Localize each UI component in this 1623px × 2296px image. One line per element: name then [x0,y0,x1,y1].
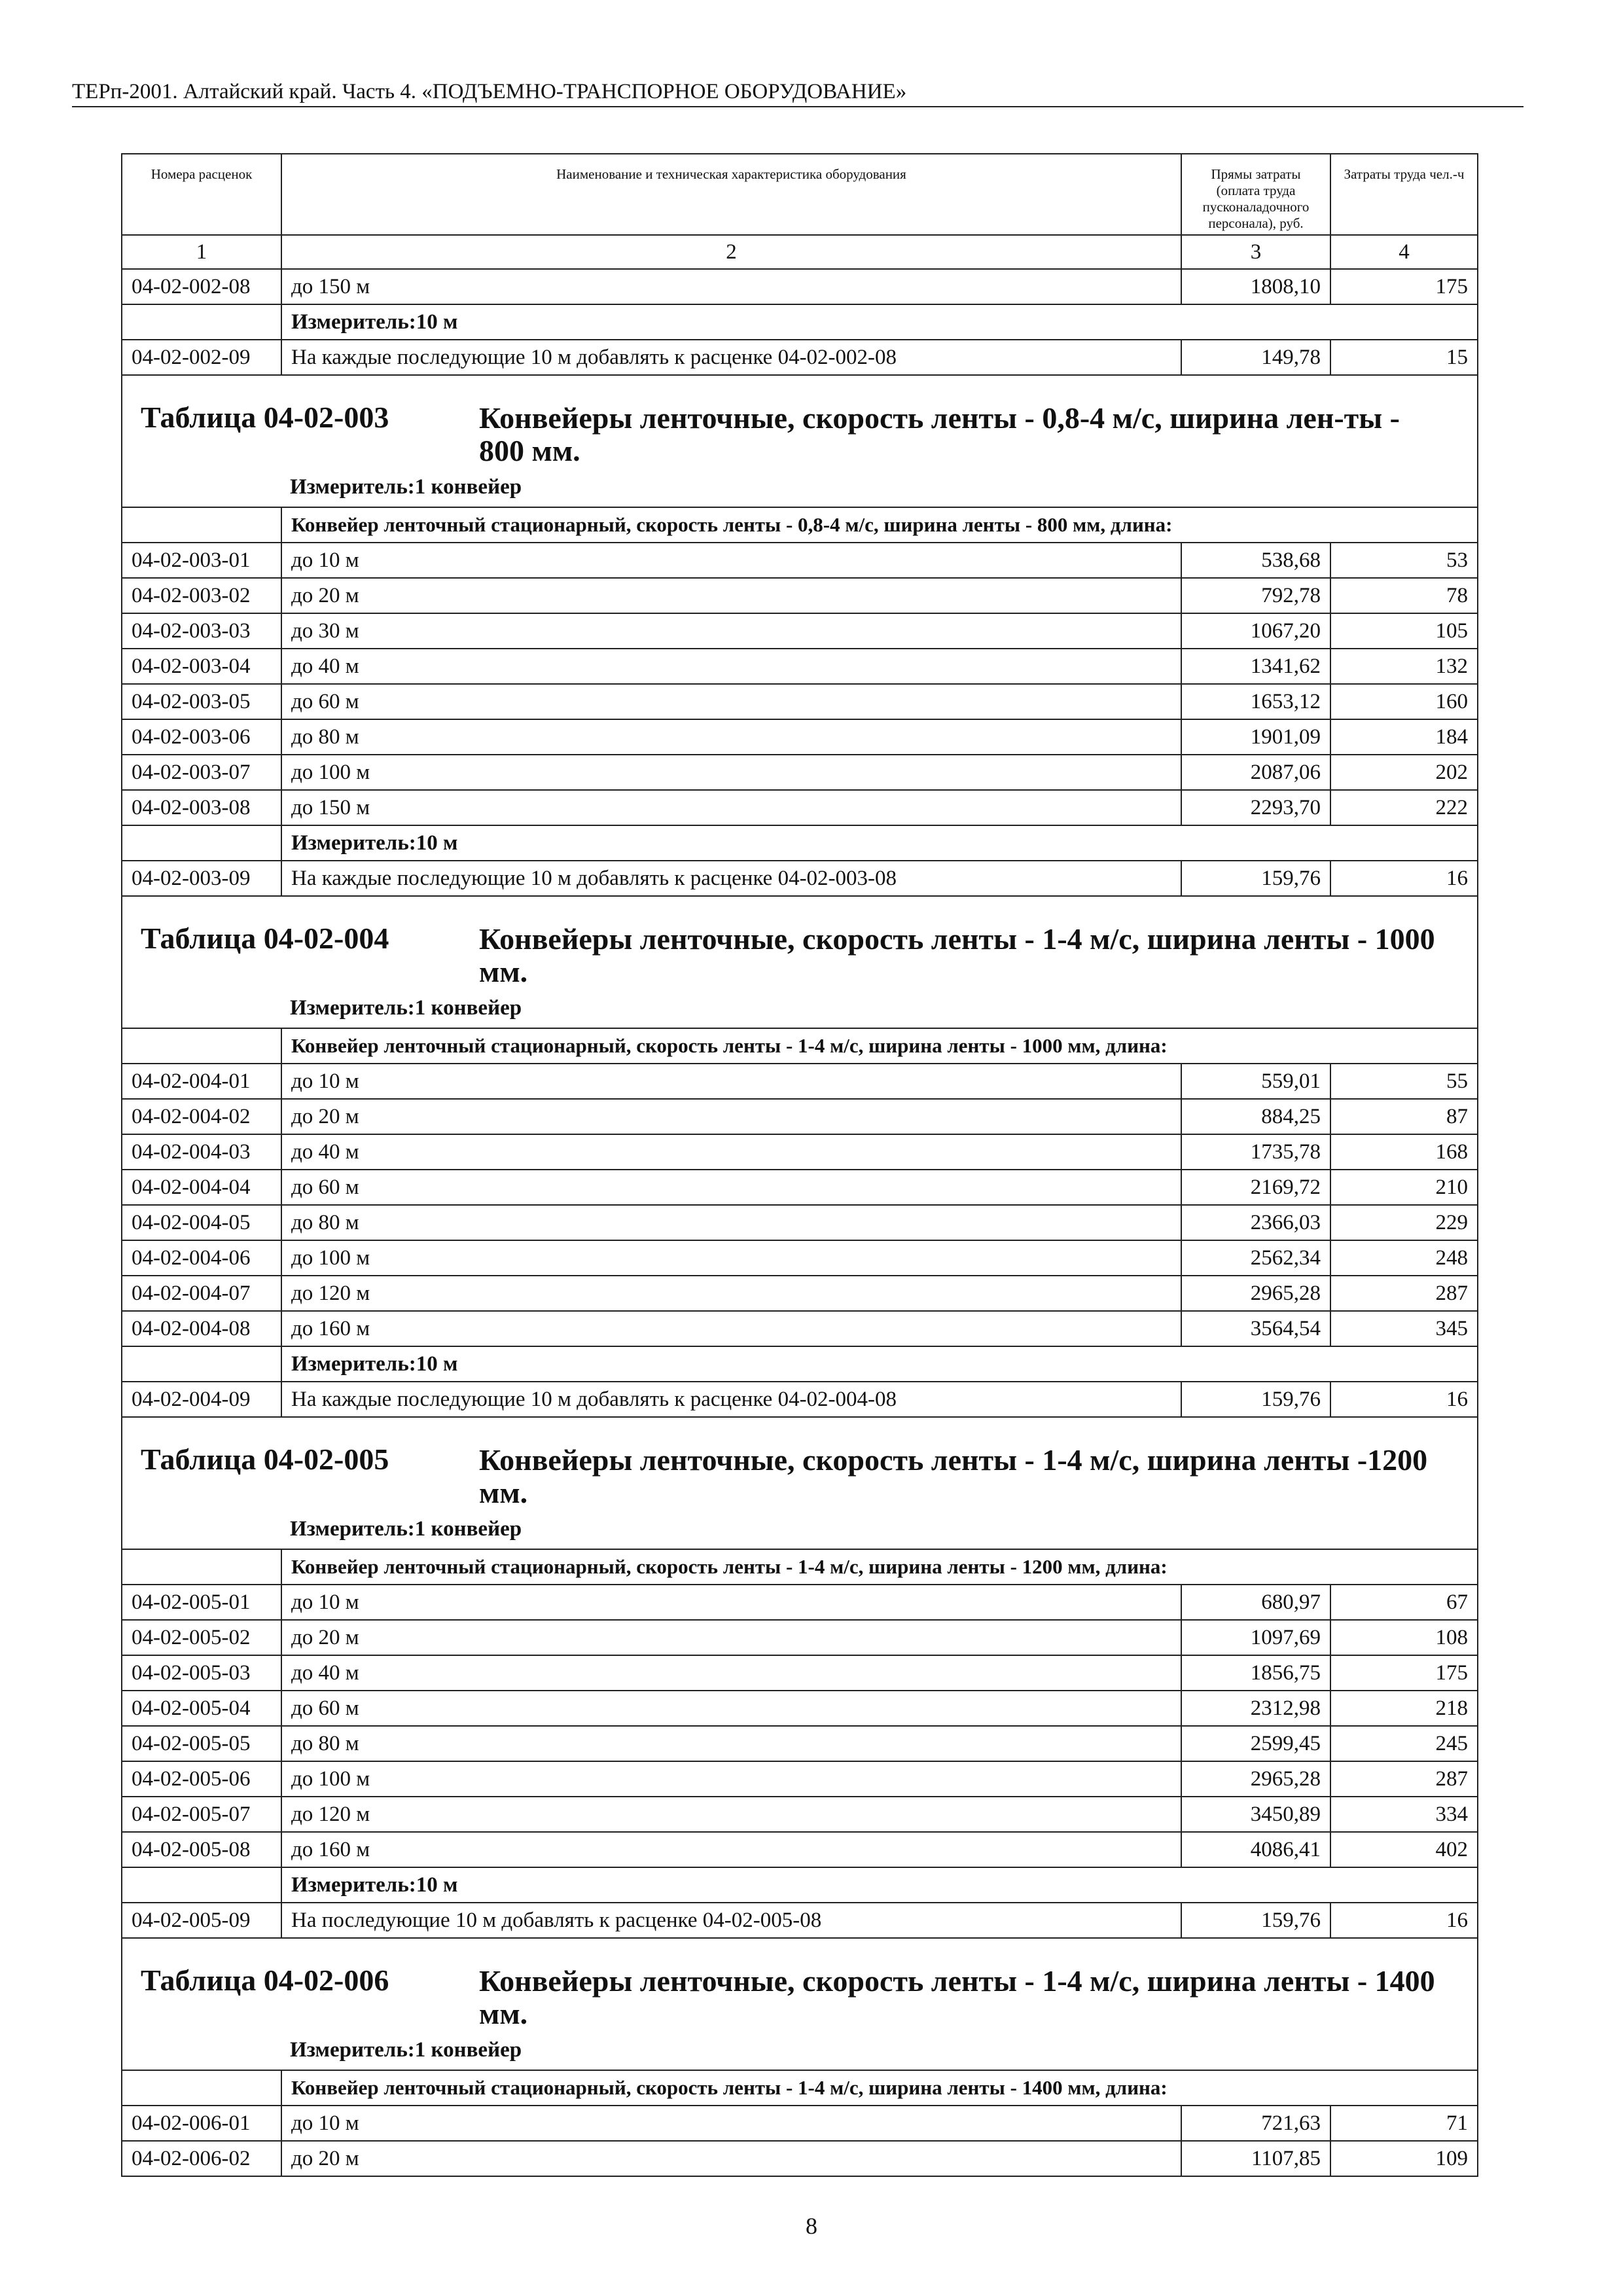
rate-labor: 16 [1330,1903,1478,1938]
rate-labor: 210 [1330,1170,1478,1205]
equipment-description: Конвейер ленточный стационарный, скорость ленты - 1-4 м/с, ширина ленты - 1000 мм, длина: [281,1028,1478,1064]
rate-row [122,543,1478,578]
rate-row [122,1276,1478,1311]
rate-cost: 1856,75 [1181,1655,1330,1691]
measure-label: Измеритель:1 конвейер [290,996,522,1020]
rate-row [122,1170,1478,1205]
rate-row [122,1064,1478,1099]
column-number-row [122,235,1478,269]
rate-labor: 16 [1330,861,1478,896]
rate-code: 04-02-005-04 [122,1691,281,1726]
rate-name: На каждые последующие 10 м добавлять к расценке 04-02-002-08 [281,340,1181,375]
rate-row [122,1655,1478,1691]
rate-labor: 248 [1330,1240,1478,1276]
rates-table [121,153,1478,2177]
empty-cell [122,1549,281,1585]
table-heading-row [122,1938,1478,2070]
rate-cost: 149,78 [1181,340,1330,375]
table-heading-row [122,375,1478,507]
rate-name: На каждые последующие 10 м добавлять к расценке 04-02-004-08 [281,1382,1181,1417]
measure-label: Измеритель:10 м [281,304,1478,340]
rate-code: 04-02-005-06 [122,1761,281,1797]
rate-row [122,1134,1478,1170]
rate-code: 04-02-003-01 [122,543,281,578]
column-number: 4 [1330,235,1478,269]
rate-row [122,719,1478,755]
rate-row [122,790,1478,825]
rate-name: до 80 м [281,719,1181,755]
rate-cost: 2562,34 [1181,1240,1330,1276]
rate-cost: 1901,09 [1181,719,1330,755]
rate-code: 04-02-004-09 [122,1382,281,1417]
rate-labor: 67 [1330,1585,1478,1620]
rate-cost: 1067,20 [1181,613,1330,649]
page-number: 8 [806,2213,817,2239]
rate-cost: 2965,28 [1181,1276,1330,1311]
rate-labor: 218 [1330,1691,1478,1726]
rate-row [122,861,1478,896]
rate-row [122,649,1478,684]
rate-code: 04-02-003-09 [122,861,281,896]
equipment-description-row [122,1028,1478,1064]
rate-code: 04-02-004-04 [122,1170,281,1205]
rate-row [122,1903,1478,1938]
rate-labor: 71 [1330,2106,1478,2141]
rate-cost: 680,97 [1181,1585,1330,1620]
rate-row [122,755,1478,790]
column-header-codes: Номера расценок [122,154,281,235]
rate-name: до 10 м [281,1064,1181,1099]
rate-code: 04-02-005-09 [122,1903,281,1938]
rate-row [122,340,1478,375]
rate-row [122,1761,1478,1797]
rate-code: 04-02-003-07 [122,755,281,790]
rate-code: 04-02-003-02 [122,578,281,613]
equipment-description: Конвейер ленточный стационарный, скорость ленты - 1-4 м/с, ширина ленты - 1200 мм, длина: [281,1549,1478,1585]
table-number: Таблица 04-02-004 [141,922,389,955]
rate-cost: 1735,78 [1181,1134,1330,1170]
table-title: Конвейеры ленточные, скорость ленты - 1-4 м/с, ширина ленты - 1000 мм. [479,922,1435,988]
measure-label: Измеритель:10 м [281,825,1478,861]
rate-row [122,1726,1478,1761]
rate-code: 04-02-005-02 [122,1620,281,1655]
column-header-row [122,154,1478,235]
table-number: Таблица 04-02-005 [141,1443,389,1476]
rate-code: 04-02-004-01 [122,1064,281,1099]
table-number: Таблица 04-02-006 [141,1964,389,1997]
rate-name: до 10 м [281,1585,1181,1620]
rate-name: до 150 м [281,790,1181,825]
rate-cost: 2312,98 [1181,1691,1330,1726]
rate-name: до 10 м [281,2106,1181,2141]
rate-name: до 160 м [281,1311,1181,1346]
measure-label-row [122,825,1478,861]
rate-cost: 159,76 [1181,861,1330,896]
rate-name: до 150 м [281,269,1181,304]
rate-labor: 108 [1330,1620,1478,1655]
rate-row [122,1240,1478,1276]
rate-name: до 10 м [281,543,1181,578]
rate-cost: 1341,62 [1181,649,1330,684]
measure-label: Измеритель:1 конвейер [290,2038,522,2062]
rate-labor: 345 [1330,1311,1478,1346]
rate-row [122,1797,1478,1832]
rate-code: 04-02-004-06 [122,1240,281,1276]
table-heading-cell [122,1417,1478,1549]
rate-row [122,1832,1478,1867]
measure-label: Измеритель:10 м [281,1346,1478,1382]
column-number: 2 [281,235,1181,269]
measure-label: Измеритель:10 м [281,1867,1478,1903]
rate-labor: 222 [1330,790,1478,825]
rate-code: 04-02-002-09 [122,340,281,375]
rate-name: до 160 м [281,1832,1181,1867]
measure-label-row [122,1346,1478,1382]
rate-name: до 80 м [281,1726,1181,1761]
rate-code: 04-02-004-05 [122,1205,281,1240]
column-header-cost: Прямы затраты (оплата труда пусконаладочного персонала), руб. [1181,154,1330,235]
rate-name: На каждые последующие 10 м добавлять к расценке 04-02-003-08 [281,861,1181,896]
rate-code: 04-02-004-02 [122,1099,281,1134]
empty-cell [122,1028,281,1064]
table-heading-cell [122,375,1478,507]
rate-name: На последующие 10 м добавлять к расценке 04-02-005-08 [281,1903,1181,1938]
rate-code: 04-02-005-08 [122,1832,281,1867]
rate-labor: 287 [1330,1276,1478,1311]
rate-labor: 334 [1330,1797,1478,1832]
rate-name: до 40 м [281,1134,1181,1170]
rate-name: до 120 м [281,1797,1181,1832]
rate-name: до 40 м [281,649,1181,684]
rate-name: до 60 м [281,684,1181,719]
rate-row [122,269,1478,304]
rate-cost: 1097,69 [1181,1620,1330,1655]
rate-code: 04-02-005-07 [122,1797,281,1832]
rate-cost: 2087,06 [1181,755,1330,790]
equipment-description-row [122,2070,1478,2106]
rate-cost: 538,68 [1181,543,1330,578]
rate-row [122,578,1478,613]
rate-row [122,1205,1478,1240]
page-header: ТЕРп-2001. Алтайский край. Часть 4. «ПОДЪЕМНО-ТРАНСПОРНОЕ ОБОРУДОВАНИЕ» [72,77,1524,107]
rate-labor: 175 [1330,1655,1478,1691]
rate-name: до 40 м [281,1655,1181,1691]
rate-name: до 120 м [281,1276,1181,1311]
rate-row [122,2141,1478,2176]
rate-row [122,613,1478,649]
rate-cost: 2599,45 [1181,1726,1330,1761]
rate-code: 04-02-003-05 [122,684,281,719]
table-heading-cell [122,896,1478,1028]
rate-code: 04-02-005-01 [122,1585,281,1620]
rate-code: 04-02-003-04 [122,649,281,684]
rate-name: до 100 м [281,1240,1181,1276]
rate-name: до 60 м [281,1170,1181,1205]
rate-name: до 30 м [281,613,1181,649]
rate-code: 04-02-003-08 [122,790,281,825]
empty-cell [122,825,281,861]
equipment-description: Конвейер ленточный стационарный, скорость ленты - 1-4 м/с, ширина ленты - 1400 мм, длина: [281,2070,1478,2106]
table-heading-row [122,1417,1478,1549]
rate-cost: 559,01 [1181,1064,1330,1099]
rate-name: до 20 м [281,2141,1181,2176]
rate-labor: 287 [1330,1761,1478,1797]
column-header-name: Наименование и техническая характеристика оборудования [281,154,1181,235]
table-heading-cell [122,1938,1478,2070]
empty-cell [122,507,281,543]
rate-labor: 132 [1330,649,1478,684]
rate-code: 04-02-002-08 [122,269,281,304]
rate-cost: 159,76 [1181,1382,1330,1417]
rate-labor: 55 [1330,1064,1478,1099]
rate-name: до 100 м [281,1761,1181,1797]
rate-cost: 3564,54 [1181,1311,1330,1346]
table-title: Конвейеры ленточные, скорость ленты - 1-4 м/с, ширина ленты - 1400 мм. [479,1964,1435,2030]
rate-cost: 721,63 [1181,2106,1330,2141]
rate-labor: 202 [1330,755,1478,790]
rate-labor: 245 [1330,1726,1478,1761]
rate-row [122,1099,1478,1134]
rate-name: до 20 м [281,1620,1181,1655]
rate-row [122,1585,1478,1620]
rate-cost: 3450,89 [1181,1797,1330,1832]
rate-cost: 2293,70 [1181,790,1330,825]
rate-labor: 16 [1330,1382,1478,1417]
rate-name: до 20 м [281,578,1181,613]
rate-labor: 175 [1330,269,1478,304]
rate-cost: 884,25 [1181,1099,1330,1134]
rate-labor: 109 [1330,2141,1478,2176]
rate-cost: 4086,41 [1181,1832,1330,1867]
equipment-description-row [122,507,1478,543]
empty-cell [122,1346,281,1382]
rates-table-frame [121,153,1477,2177]
table-heading-row [122,896,1478,1028]
column-number: 1 [122,235,281,269]
rate-code: 04-02-003-06 [122,719,281,755]
empty-cell [122,2070,281,2106]
table-number: Таблица 04-02-003 [141,401,389,434]
rate-row [122,1311,1478,1346]
table-title: Конвейеры ленточные, скорость ленты - 1-4 м/с, ширина ленты -1200 мм. [479,1443,1428,1509]
rate-name: до 20 м [281,1099,1181,1134]
empty-cell [122,1867,281,1903]
rate-cost: 1653,12 [1181,684,1330,719]
rate-code: 04-02-005-05 [122,1726,281,1761]
table-title: Конвейеры ленточные, скорость ленты - 0,8-4 м/с, ширина лен-ты - 800 мм. [479,401,1400,467]
rate-labor: 160 [1330,684,1478,719]
rate-code: 04-02-004-08 [122,1311,281,1346]
rate-name: до 80 м [281,1205,1181,1240]
rate-cost: 2169,72 [1181,1170,1330,1205]
equipment-description-row [122,1549,1478,1585]
rate-labor: 229 [1330,1205,1478,1240]
rate-labor: 78 [1330,578,1478,613]
rate-name: до 60 м [281,1691,1181,1726]
rate-cost: 159,76 [1181,1903,1330,1938]
rate-code: 04-02-004-03 [122,1134,281,1170]
rate-code: 04-02-004-07 [122,1276,281,1311]
measure-label: Измеритель:1 конвейер [290,1517,522,1541]
column-header-labor: Затраты труда чел.-ч [1330,154,1478,235]
rate-labor: 15 [1330,340,1478,375]
rate-labor: 53 [1330,543,1478,578]
rate-row [122,1691,1478,1726]
rate-row [122,2106,1478,2141]
rate-cost: 1808,10 [1181,269,1330,304]
rate-labor: 87 [1330,1099,1478,1134]
rate-row [122,1620,1478,1655]
rate-labor: 105 [1330,613,1478,649]
rate-code: 04-02-006-02 [122,2141,281,2176]
measure-label-row [122,1867,1478,1903]
rate-cost: 2366,03 [1181,1205,1330,1240]
rate-row [122,684,1478,719]
measure-row [122,304,1478,340]
rate-cost: 1107,85 [1181,2141,1330,2176]
rate-labor: 402 [1330,1832,1478,1867]
rate-code: 04-02-005-03 [122,1655,281,1691]
column-number: 3 [1181,235,1330,269]
rate-cost: 2965,28 [1181,1761,1330,1797]
rate-code: 04-02-006-01 [122,2106,281,2141]
rate-name: до 100 м [281,755,1181,790]
rate-row [122,1382,1478,1417]
equipment-description: Конвейер ленточный стационарный, скорость ленты - 0,8-4 м/с, ширина ленты - 800 мм, длина: [281,507,1478,543]
rate-code: 04-02-003-03 [122,613,281,649]
rate-labor: 184 [1330,719,1478,755]
measure-label: Измеритель:1 конвейер [290,475,522,499]
rate-cost: 792,78 [1181,578,1330,613]
rate-labor: 168 [1330,1134,1478,1170]
